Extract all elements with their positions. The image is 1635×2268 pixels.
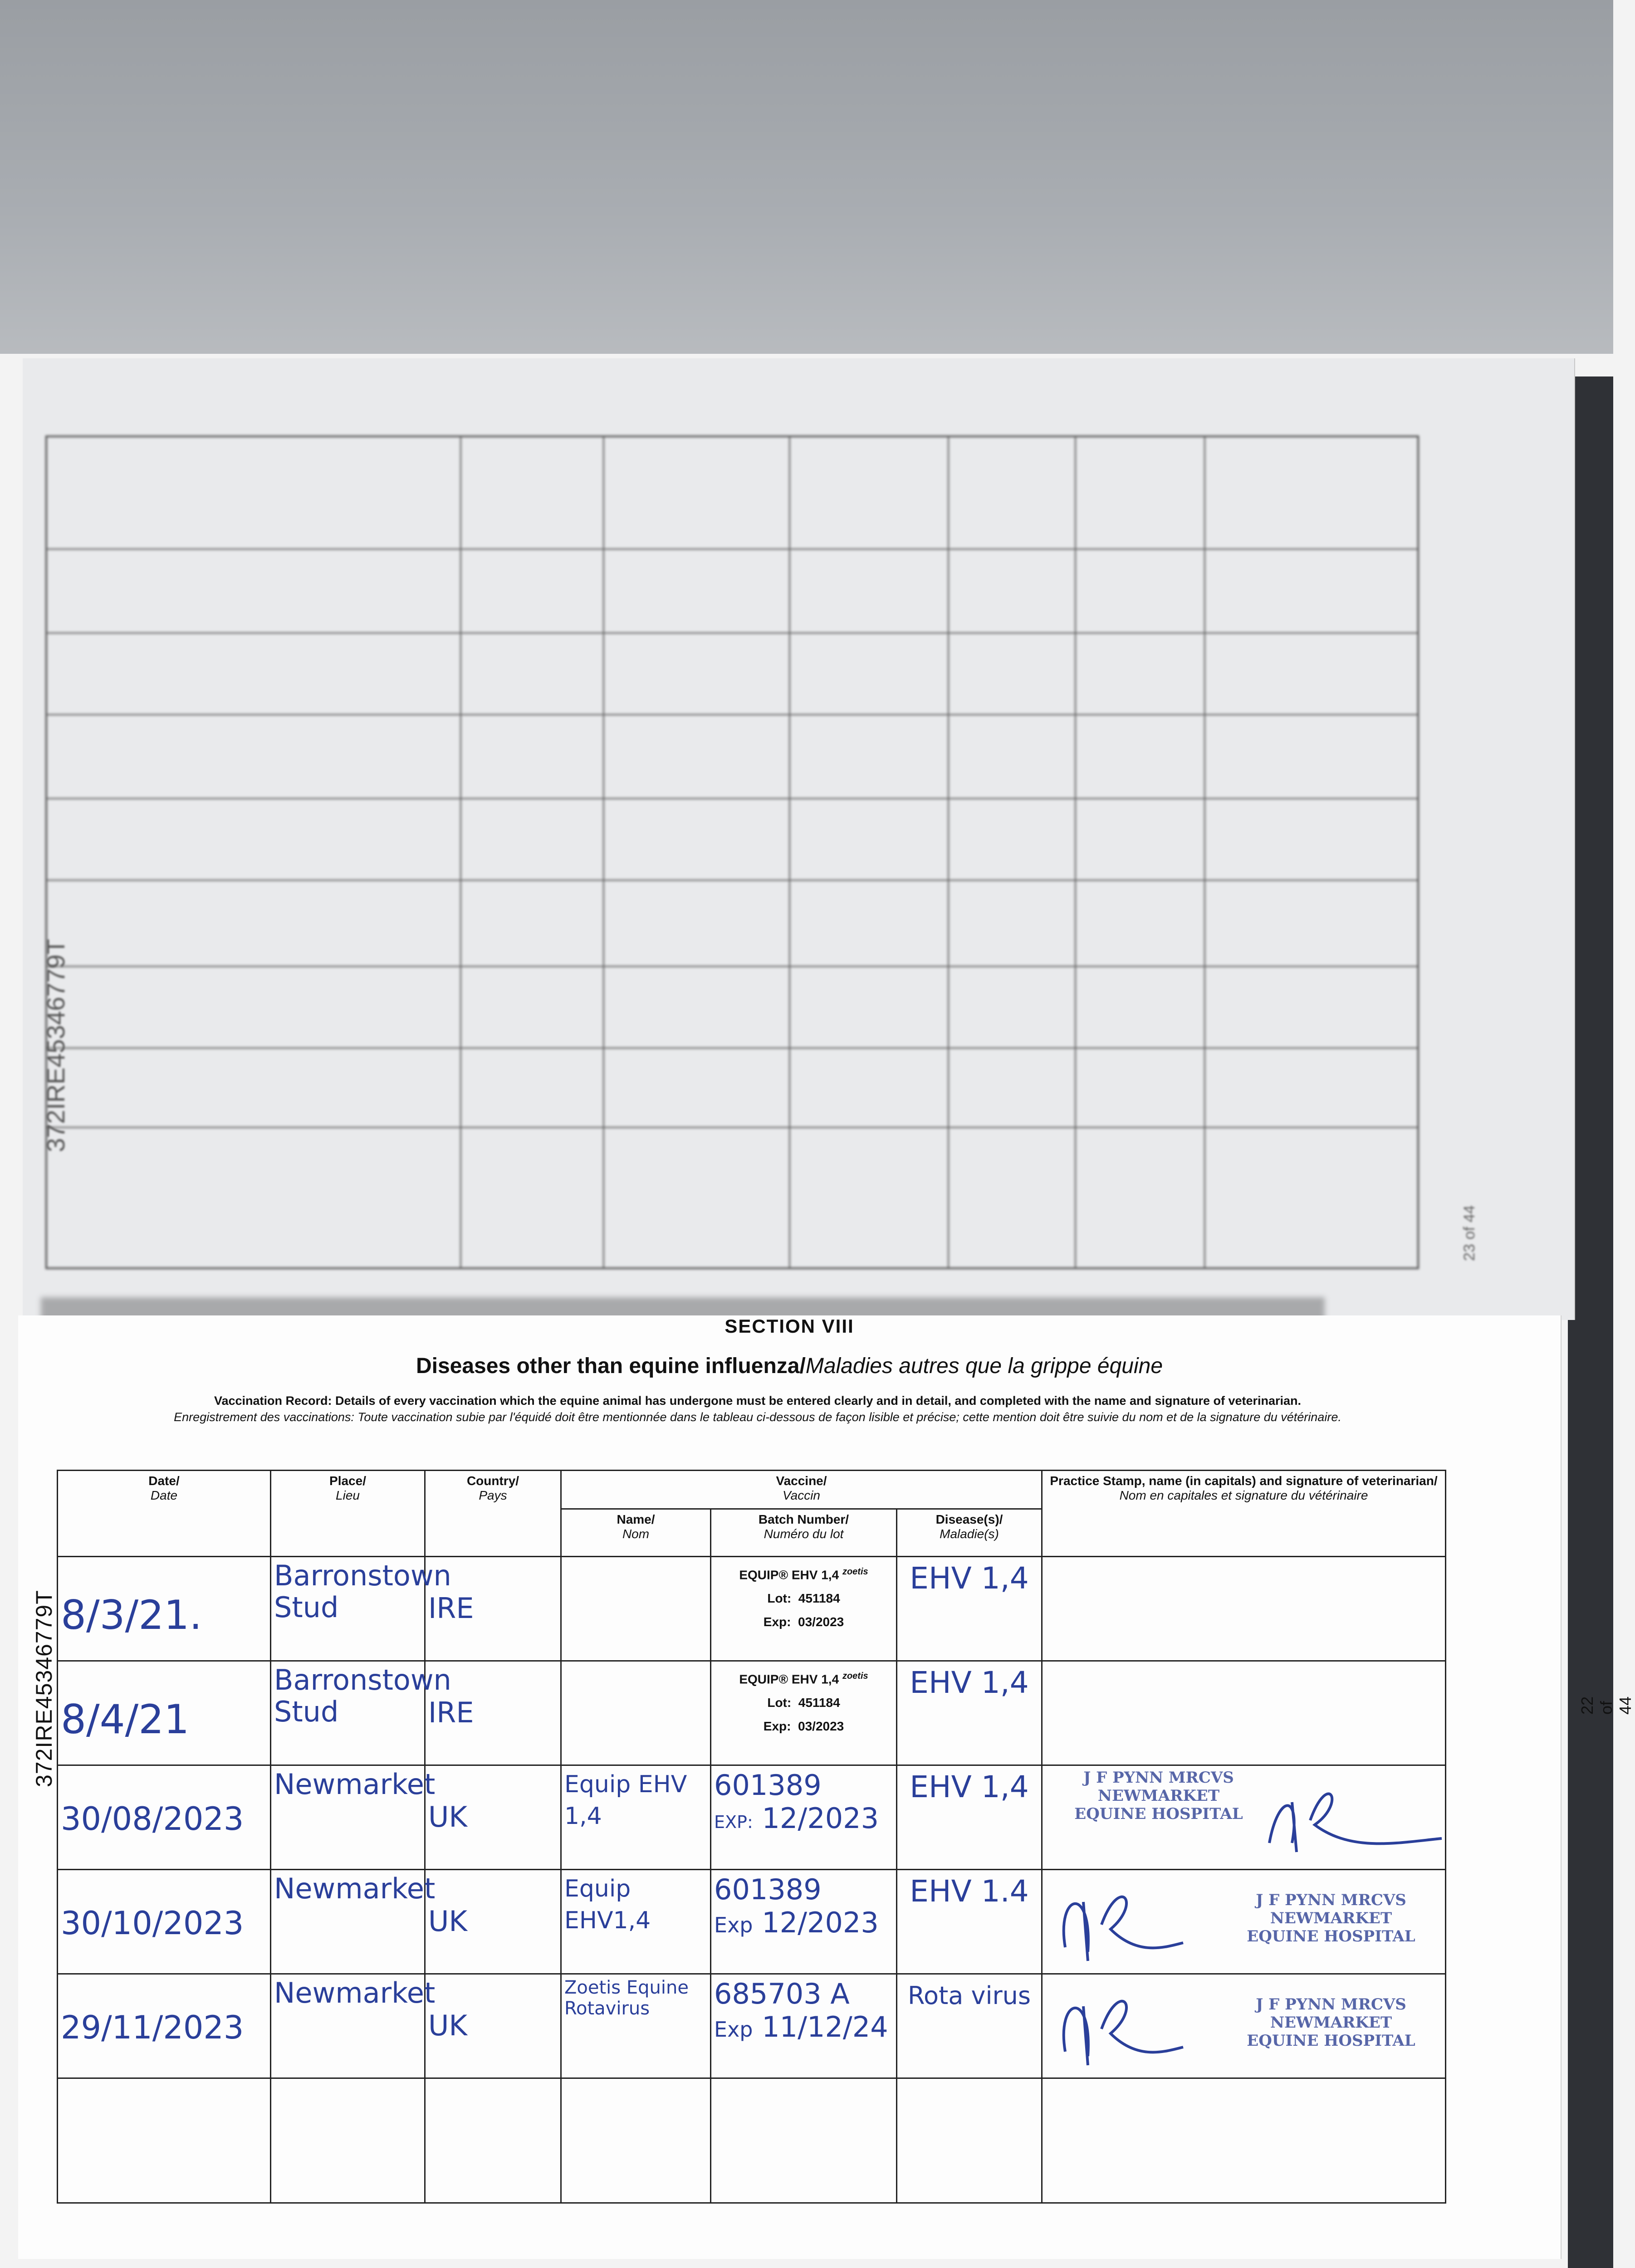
row-country: UK xyxy=(428,1800,468,1833)
previous-page-side-id: 372IRE45346779T xyxy=(41,938,70,1152)
previous-page-blurred xyxy=(23,358,1575,1320)
header-country: Country/ Pays xyxy=(425,1471,561,1557)
row-disease: EHV 1.4 xyxy=(910,1874,1029,1909)
row-place: Newmarket xyxy=(274,1768,436,1801)
row-batch: 601389 Exp 12/2023 xyxy=(714,1873,879,1939)
header-stamp: Practice Stamp, name (in capitals) and signature of veterinarian/ Nom en capitales et signature du vétérinaire xyxy=(1042,1471,1446,1557)
header-disease: Disease(s)/ Maladie(s) xyxy=(897,1509,1042,1557)
table-row xyxy=(58,2078,1446,2203)
title-english: Diseases other than equine influenza/ xyxy=(416,1354,806,1378)
blurred-table-grid xyxy=(45,435,1419,1269)
row-disease: EHV 1,4 xyxy=(910,1665,1029,1700)
page-number: 22 of 44 xyxy=(1578,1696,1635,1715)
row-batch: 685703 A Exp 11/12/24 xyxy=(714,1977,888,2043)
vet-stamp: J F PYNN MRCVS NEWMARKET EQUINE HOSPITAL xyxy=(1247,1995,1415,2050)
header-name: Name/ Nom xyxy=(561,1509,711,1557)
scan-shadow xyxy=(0,0,1613,354)
header-place: Place/ Lieu xyxy=(271,1471,425,1557)
row-disease: EHV 1,4 xyxy=(910,1769,1029,1804)
row-disease: EHV 1,4 xyxy=(910,1561,1029,1596)
vet-stamp: J F PYNN MRCVS NEWMARKET EQUINE HOSPITAL xyxy=(1074,1769,1243,1823)
row-place: Newmarket xyxy=(274,1976,436,2009)
row-vaccine-name: Zoetis Equine Rotavirus xyxy=(564,1977,689,2019)
header-batch: Batch Number/ Numéro du lot xyxy=(711,1509,897,1557)
table-row xyxy=(58,1870,1446,1974)
table-row xyxy=(58,1974,1446,2078)
previous-page-number: 23 of 44 xyxy=(1461,1205,1478,1261)
row-country: IRE xyxy=(428,1696,474,1729)
instructions-french: Enregistrement des vaccinations: Toute vaccination subie par l'équidé doit être mentionnée dans le tableau ci-dessous de façon lisible et précise; cette mention doit être suivie du nom et de la signature du vétérinaire. xyxy=(174,1410,1341,1424)
row-place: Barronstown Stud xyxy=(274,1663,451,1728)
table-row xyxy=(58,1557,1446,1661)
batch-sticker: EQUIP® EHV 1,4 $^{zoetis}$ Lot: 451184 Exp: 03/2023 xyxy=(711,1661,897,1765)
row-date: 8/4/21 xyxy=(61,1696,190,1743)
instructions-english: Vaccination Record: Details of every vaccination which the equine animal has undergone must be entered clearly and in detail, and completed with the name and signature of veterinarian. xyxy=(214,1394,1302,1408)
table-row xyxy=(58,1661,1446,1765)
header-vaccine: Vaccine/ Vaccin xyxy=(561,1471,1042,1509)
header-date: Date/ Date xyxy=(58,1471,271,1557)
table-row xyxy=(58,1765,1446,1870)
vaccination-table xyxy=(57,1470,1446,2204)
row-date: 30/10/2023 xyxy=(61,1905,244,1942)
title-french: Maladies autres que la grippe équine xyxy=(805,1354,1163,1378)
row-date: 29/11/2023 xyxy=(61,2009,244,2046)
row-country: IRE xyxy=(428,1592,474,1625)
vet-stamp: J F PYNN MRCVS NEWMARKET EQUINE HOSPITAL xyxy=(1247,1891,1415,1945)
row-date: 30/08/2023 xyxy=(61,1800,244,1838)
row-country: UK xyxy=(428,2009,468,2042)
row-place: Newmarket xyxy=(274,1872,436,1905)
row-place: Barronstown Stud xyxy=(274,1559,451,1624)
vet-signature xyxy=(1052,1875,1188,1965)
side-identifier: 372IRE45346779T xyxy=(31,1590,57,1787)
vet-signature xyxy=(1052,1979,1188,2070)
section-heading: SECTION VIII xyxy=(724,1315,854,1337)
row-vaccine-name: Equip EHV 1,4 xyxy=(564,1771,687,1830)
instructions xyxy=(64,1393,1452,1425)
row-vaccine-name: Equip EHV1,4 xyxy=(564,1875,651,1934)
batch-sticker: EQUIP® EHV 1,4 $^{zoetis}$ Lot: 451184 Exp: 03/2023 xyxy=(711,1557,897,1661)
row-date: 8/3/21. xyxy=(61,1592,202,1638)
row-country: UK xyxy=(428,1905,468,1938)
row-disease: Rota virus xyxy=(907,1981,1031,2010)
row-batch: 601389 EXP: 12/2023 xyxy=(714,1769,879,1835)
vet-signature xyxy=(1260,1775,1451,1857)
page-title xyxy=(18,1354,1561,1378)
